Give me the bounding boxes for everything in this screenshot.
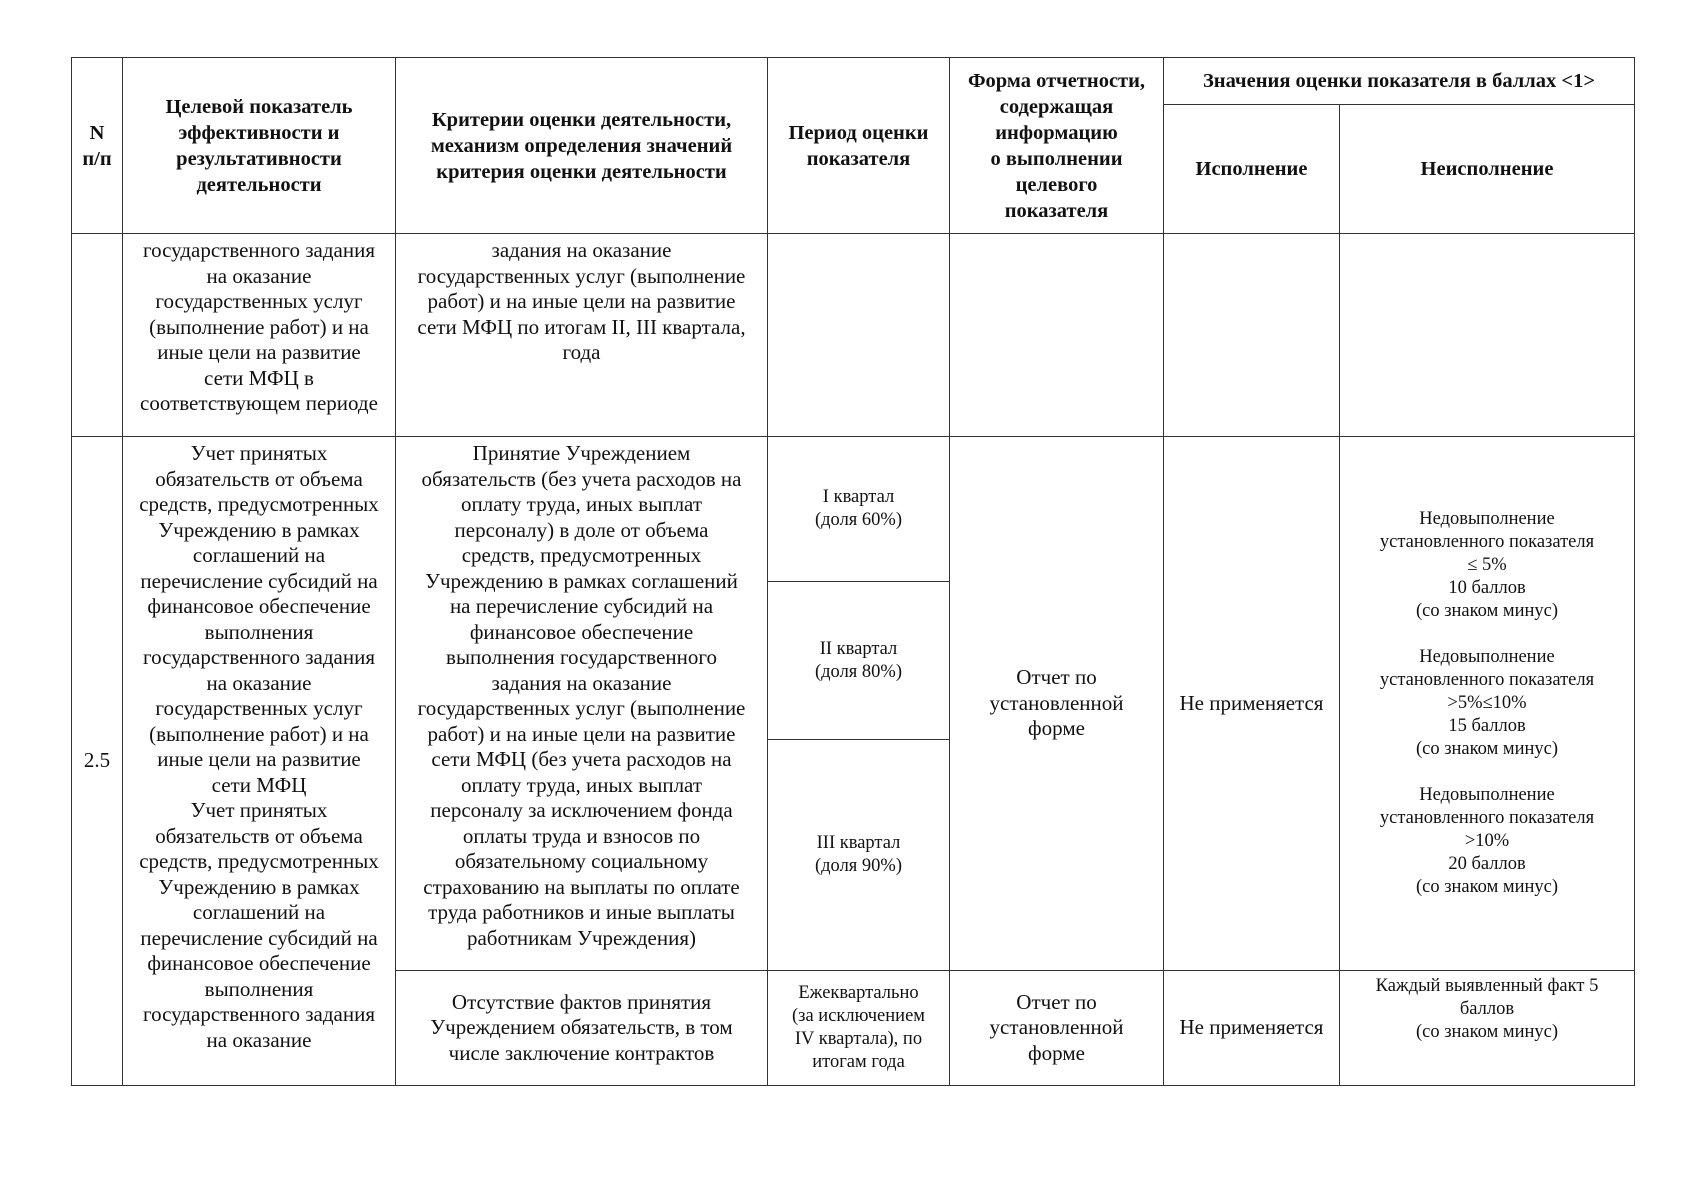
cell-criteria-b: Отсутствие фактов принятия Учреждением обязательств, в том числе заключение контрактов [396, 971, 768, 1086]
header-indicator: Целевой показатель эффективности и результативности деятельности [123, 58, 396, 234]
cell-period-empty [768, 234, 950, 437]
header-report-form: Форма отчетности, содержащая информацию о выполнении целевого показателя [950, 58, 1164, 234]
cell-report-b: Отчет по установленной форме [950, 971, 1164, 1086]
cell-number: 2.5 [72, 437, 123, 1086]
cell-number-empty [72, 234, 123, 437]
cell-period-b: Ежеквартально (за исключением IV квартала), по итогам года [768, 971, 950, 1086]
cell-report-a: Отчет по установленной форме [950, 437, 1164, 971]
header-criteria: Критерии оценки деятельности, механизм определения значений критерия оценки деятельности [396, 58, 768, 234]
cell-non-execution-empty [1340, 234, 1635, 437]
non-execution-tier-2: Недовыполнение установленного показателя >5%≤10% 15 баллов (со знаком минус) [1379, 647, 1595, 759]
cell-period-q2: II квартал (доля 80%) [768, 582, 950, 740]
cell-period-q1: I квартал (доля 60%) [768, 437, 950, 582]
tier-spacer [1348, 761, 1626, 784]
non-execution-tier-3: Недовыполнение установленного показателя >10% 20 баллов (со знаком минус) [1379, 785, 1595, 897]
header-score-group: Значения оценки показателя в баллах <1> [1164, 58, 1635, 105]
table-row [72, 437, 1635, 582]
header-period: Период оценки показателя [768, 58, 950, 234]
cell-non-execution-b: Каждый выявленный факт 5 баллов (со знаком минус) [1340, 971, 1635, 1086]
non-execution-tier-1: Недовыполнение установленного показателя ≤ 5% 10 баллов (со знаком минус) [1379, 509, 1595, 621]
header-number: N п/п [72, 58, 123, 234]
cell-non-execution-a [1340, 437, 1635, 971]
cell-indicator: Учет принятых обязательств от объема средств, предусмотренных Учреждению в рамках соглашений на перечисление субсидий на финансовое обеспечение выполнения государственного задания на оказание государственных услуг (выполнение работ) и на иные цели на развитие сети МФЦ Учет принятых обязательств от объема средств, предусмотренных Учреждению в рамках соглашений на перечисление субсидий на финансовое обеспечение выполнения государственного задания на оказание [123, 437, 396, 1086]
cell-execution-a: Не применяется [1164, 437, 1340, 971]
table-row [72, 234, 1635, 437]
tier-spacer [1348, 623, 1626, 646]
cell-indicator-continuation: государственного задания на оказание государственных услуг (выполнение работ) и на иные цели на развитие сети МФЦ в соответствующем периоде [123, 234, 396, 437]
cell-report-empty [950, 234, 1164, 437]
indicators-table [71, 57, 1635, 1086]
cell-execution-empty [1164, 234, 1340, 437]
cell-criteria-continuation: задания на оказание государственных услуг (выполнение работ) и на иные цели на развитие сети МФЦ по итогам II, III квартала, года [396, 234, 768, 437]
cell-period-q3: III квартал (доля 90%) [768, 740, 950, 971]
cell-criteria-a: Принятие Учреждением обязательств (без учета расходов на оплату труда, иных выплат персоналу) в доле от объема средств, предусмотренных Учреждению в рамках соглашений на перечисление субсидий на финансовое обеспечение выполнения государственного задания на оказание государственных услуг (выполнение работ) и на иные цели на развитие сети МФЦ (без учета расходов на оплату труда, иных выплат персоналу за исключением фонда оплаты труда и взносов по обязательному социальному страхованию на выплаты по оплате труда работников и иные выплаты работникам Учреждения) [396, 437, 768, 971]
cell-execution-b: Не применяется [1164, 971, 1340, 1086]
header-execution: Исполнение [1164, 105, 1340, 234]
header-non-execution: Неисполнение [1340, 105, 1635, 234]
